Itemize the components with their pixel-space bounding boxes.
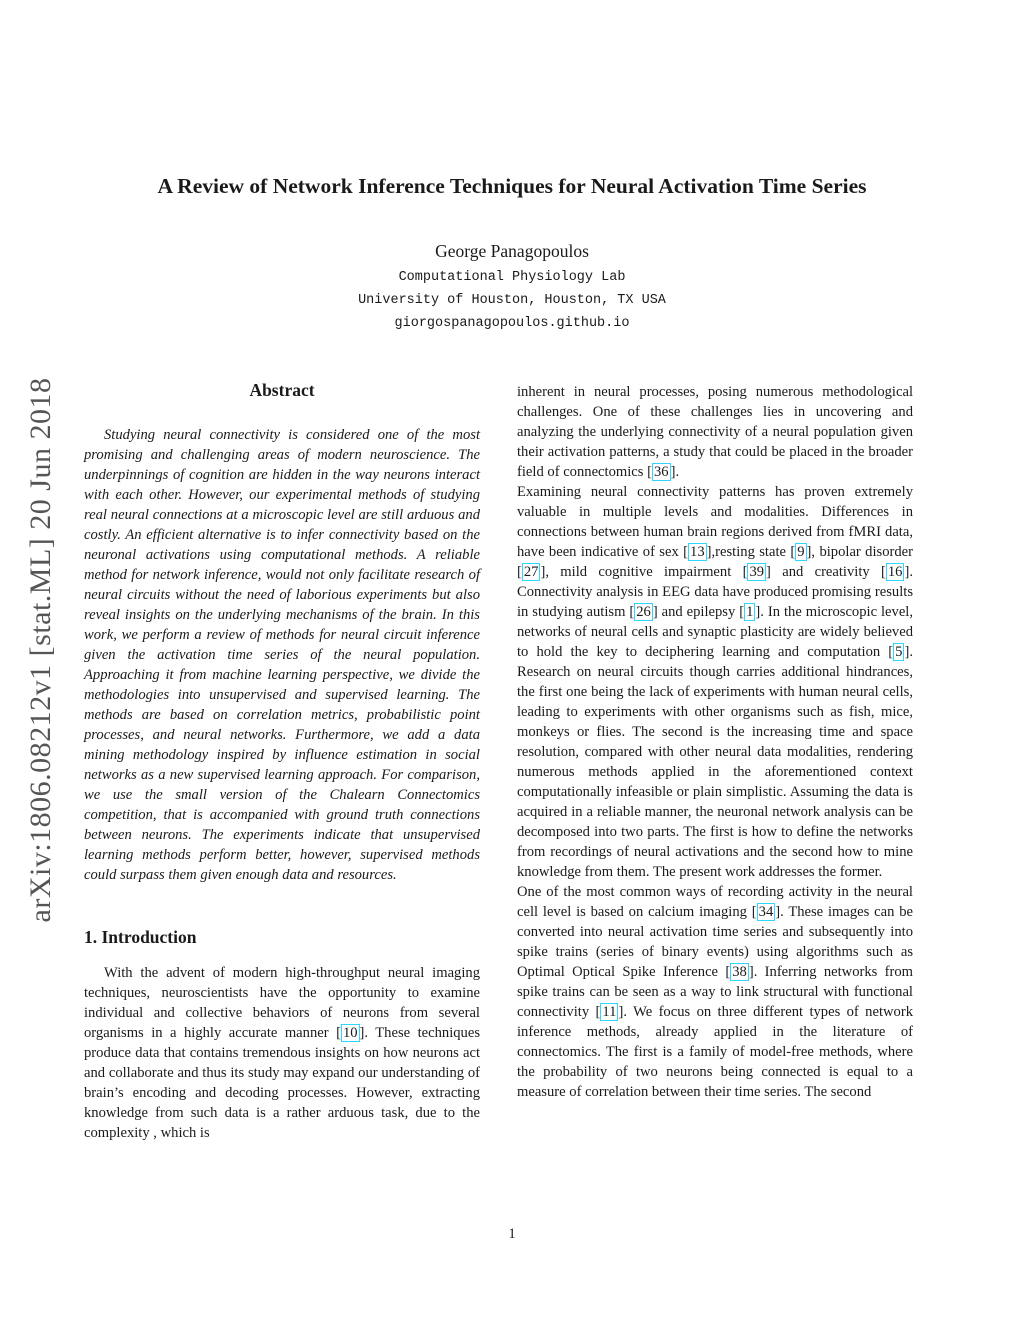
citation-link[interactable]: 36 [653, 464, 669, 480]
paper-title: A Review of Network Inference Techniques for Neural Activation Time Series [157, 174, 867, 198]
citation-link[interactable]: 10 [342, 1025, 358, 1041]
citation-link[interactable]: 34 [758, 904, 774, 920]
right-paragraph-3: One of the most common ways of recording activity in the neural cell level is based on calcium imaging [ 34 ]. These images can be converted into neural activation time series and subsequently into spike trains (series of binary events) using algorithms such as Optimal Optical Spike Inference [ 38 ]. Inferring networks from spike trains can be seen as a way to link structural with functional connectivity [ 11 ]. We focus on three different types of network inference methods, already applied in the literature of connectomics. The first is a family of model-free methods, where the probability of two neurons being connected is equal to a measure of correlation between their time series. The second [517, 884, 914, 1100]
citation-link[interactable]: 9 [797, 544, 805, 560]
intro-paragraph-1: With the advent of modern high-throughput neural imaging techniques, neuroscientists have the opportunity to examine individual and collective behaviors of neurons from several organisms in a highly accurate manner [ 10 ]. These techniques produce data that contains tremendous insights on how neurons act and collaborate and thus its study may expand our understanding of brain’s encoding and decoding processes. However, extracting knowledge from such data is a rather arduous task, due to the complexity , which is [84, 965, 480, 1141]
introduction-heading: 1. Introduction [84, 927, 197, 947]
citation-link[interactable]: 38 [732, 964, 747, 980]
citation-link[interactable]: 39 [749, 564, 765, 580]
right-column [517, 382, 913, 1102]
right-paragraph-2: Examining neural connectivity patterns has proven extremely valuable in multiple levels and modalities. Differences in connections between human brain regions derived from fMRI data, have been indicative of sex [ 13 ],resting state [ 9 ], bipolar disorder [ 27 ], mild cognitive impairment [ 39 ] and creativity [ 16 ]. Connectivity analysis in EEG data have produced promising results in studying autism [ 26 ] and epilepsy [ 1 ]. In the microscopic level, networks of neural cells and synaptic plasticity are widely believed to hold the key to deciphering learning and computation [ 5 ]. Research on neural circuits though carries additional hindrances, the first one being the lack of experiments with human neural cells, leading to experiments with other organisms such as fish, mice, monkeys or flies. The second is the increasing time and space resolution, compared with other neural data modalities, rendering numerous methods applied in the aforementioned context computationally infeasible or plain simplistic. Assuming the data is acquired in a reliable manner, the neuronal network analysis can be decomposed into two parts. The first is how to define the networks from recordings of neural activations and the second how to mine knowledge from them. The present work addresses the former. [517, 484, 914, 880]
abstract-heading: Abstract [249, 380, 315, 400]
author-website[interactable]: giorgospanagopoulos.github.io [394, 316, 630, 331]
left-column [84, 380, 480, 1143]
citation-link[interactable]: 13 [690, 544, 705, 560]
author-affiliation-lab: Computational Physiology Lab [398, 270, 626, 285]
right-paragraph-1: inherent in neural processes, posing numerous methodological challenges. One of these challenges lies in uncovering and analyzing the underlying connectivity of a neural population given their activation patterns, a study that could be placed in the broader field of connectomics [ 36 ]. [517, 384, 913, 480]
arxiv-stamp: arXiv:1806.08212v1 [stat.ML] 20 Jun 2018 [24, 377, 57, 923]
citation-link[interactable]: 16 [887, 564, 903, 580]
abstract-text: Studying neural connectivity is considered one of the most promising and challenging areas of modern neuroscience. The underpinnings of cognition are hidden in the way neurons interact with each other. However, our experimental methods of studying real neural connections at a microscopic level are still arduous and costly. An efficient alternative is to infer connectivity based on the neuronal activations using computational methods. A reliable method for network inference, would not only facilitate research of neural circuits without the need of laborious experiments but also reveal insights on the underlying mechanisms of the brain. In this work, we perform a review of methods for neural circuit inference given the activation time series of the neural population. Approaching it from machine learning perspective, we divide the methodologies into unsupervised and supervised learning. The methods are based on correlation metrics, probabilistic point processes, and neural networks. Furthermore, we add a data mining methodology inspired by influence estimation in social networks as a new supervised learning approach. For comparison, we use the small version of the Chalearn Connectomics competition, that is accompanied with ground truth connections between neurons. The experiments indicate that unsupervised learning methods perform better, however, supervised methods could surpass them given enough data and resources. [84, 427, 480, 883]
citation-link[interactable]: 5 [895, 644, 903, 660]
author-name: George Panagopoulos [435, 241, 589, 261]
author-affiliation-university: University of Houston, Houston, TX USA [358, 293, 666, 308]
citation-link[interactable]: 27 [523, 564, 539, 580]
page-number: 1 [508, 1226, 516, 1242]
citation-link[interactable]: 11 [602, 1004, 617, 1020]
citation-link[interactable]: 26 [636, 604, 651, 620]
citation-link[interactable]: 1 [746, 604, 754, 620]
